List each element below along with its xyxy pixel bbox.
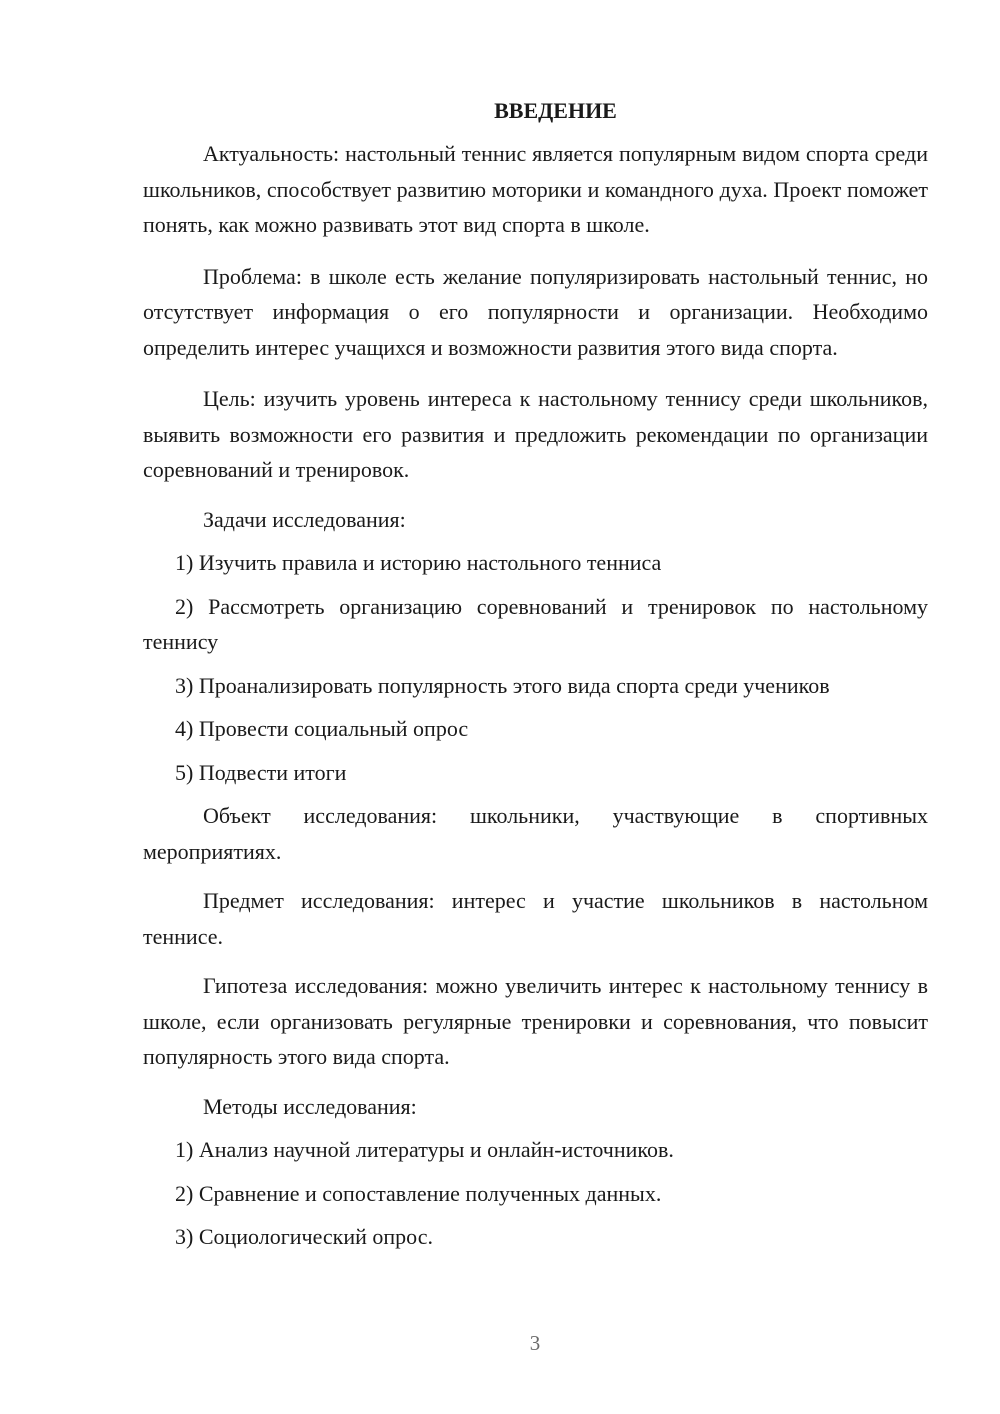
paragraph-problem: Проблема: в школе есть желание популяризировать настольный теннис, но отсутствует информация о его популярности и организации. Необходимо определить интерес учащихся и возможности развития этого вида спорта. [143, 263, 928, 360]
task-item-3: 3) Проанализировать популярность этого вида спорта среди учеников [175, 672, 830, 698]
paragraph-relevance: Актуальность: настольный теннис является популярным видом спорта среди школьников, способствует развитию моторики и командного духа. Проект поможет понять, как можно развивать этот вид спорта в школе. [143, 141, 928, 237]
paragraph-hypothesis: Гипотеза исследования: можно увеличить интерес к настольному теннису в школе, если организовать регулярные тренировки и соревнования, что повысит популярность этого вида спорта. [143, 973, 928, 1069]
method-item-3: 3) Социологический опрос. [175, 1224, 433, 1249]
method-item-1: 1) Анализ научной литературы и онлайн-источников. [175, 1137, 674, 1162]
document-page [143, 93, 928, 1255]
task-item-5: 5) Подвести итоги [175, 759, 347, 785]
task-item-1: 1) Изучить правила и историю настольного тенниса [175, 550, 662, 575]
section-heading: ВВЕДЕНИЕ [494, 98, 617, 123]
paragraph-goal: Цель: изучить уровень интереса к настольному теннису среди школьников, выявить возможности его развития и предложить рекомендации по организации соревнований и тренировок. [143, 386, 928, 482]
task-item-4: 4) Провести социальный опрос [175, 716, 469, 741]
page-number: 3 [529, 1331, 541, 1355]
method-item-2: 2) Сравнение и сопоставление полученных данных. [175, 1180, 662, 1206]
paragraph-tasks-title: Задачи исследования: [203, 506, 406, 532]
task-item-2: 2) Рассмотреть организацию соревнований и тренировок по настольному теннису [143, 593, 928, 654]
paragraph-methods-title: Методы исследования: [203, 1093, 417, 1119]
paragraph-object: Объект исследования: школьники, участвующие в спортивных мероприятиях. [143, 803, 928, 864]
paragraph-subject: Предмет исследования: интерес и участие школьников в настольном теннисе. [143, 888, 928, 949]
